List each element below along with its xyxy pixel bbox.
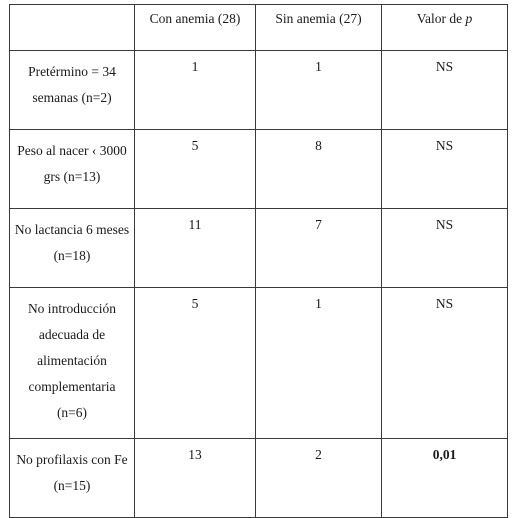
header-con-anemia: Con anemia (28) bbox=[135, 5, 256, 51]
cell-sin-anemia: 1 bbox=[256, 288, 382, 439]
table-row bbox=[10, 439, 508, 518]
anemia-comparison-table bbox=[9, 4, 508, 518]
cell-con-anemia: 5 bbox=[135, 130, 256, 209]
table-header-row bbox=[10, 5, 508, 51]
cell-p-value: NS bbox=[382, 51, 508, 130]
row-label: Peso al nacer ‹ 3000 grs (n=13) bbox=[10, 130, 135, 209]
cell-p-value: NS bbox=[382, 209, 508, 288]
header-empty-cell bbox=[10, 5, 135, 51]
anemia-table-container bbox=[9, 4, 508, 518]
header-valor-p bbox=[382, 5, 508, 51]
row-label: No profilaxis con Fe (n=15) bbox=[10, 439, 135, 518]
cell-p-value-significant: 0,01 bbox=[382, 439, 508, 518]
row-label: No lactancia 6 meses (n=18) bbox=[10, 209, 135, 288]
cell-con-anemia: 5 bbox=[135, 288, 256, 439]
table-row bbox=[10, 130, 508, 209]
table-row bbox=[10, 51, 508, 130]
cell-p-value: NS bbox=[382, 288, 508, 439]
cell-sin-anemia: 8 bbox=[256, 130, 382, 209]
header-valor-label: Valor de bbox=[416, 11, 463, 26]
table-row bbox=[10, 209, 508, 288]
cell-p-value: NS bbox=[382, 130, 508, 209]
row-label: No introducción adecuada de alimentación complementaria (n=6) bbox=[10, 288, 135, 439]
header-p-symbol: p bbox=[465, 11, 473, 26]
header-sin-anemia: Sin anemia (27) bbox=[256, 5, 382, 51]
cell-sin-anemia: 7 bbox=[256, 209, 382, 288]
cell-con-anemia: 13 bbox=[135, 439, 256, 518]
cell-sin-anemia: 1 bbox=[256, 51, 382, 130]
cell-con-anemia: 1 bbox=[135, 51, 256, 130]
cell-con-anemia: 11 bbox=[135, 209, 256, 288]
row-label: Pretérmino = 34 semanas (n=2) bbox=[10, 51, 135, 130]
cell-sin-anemia: 2 bbox=[256, 439, 382, 518]
table-row bbox=[10, 288, 508, 439]
